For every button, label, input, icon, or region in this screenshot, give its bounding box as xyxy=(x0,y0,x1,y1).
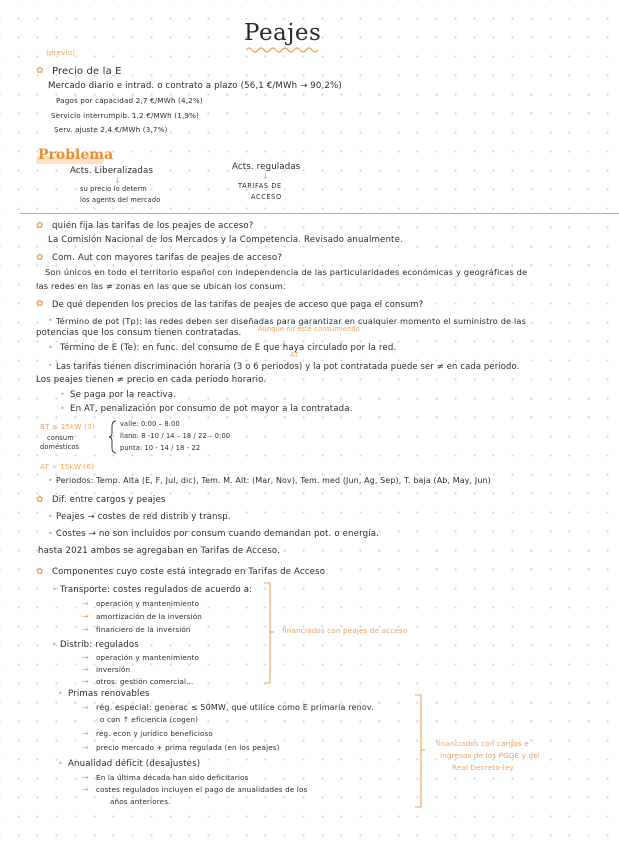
dot-bullet-icon: • xyxy=(48,361,53,370)
q2-question: Com. Aut con mayores tarifas de peajes de acceso? xyxy=(52,253,283,263)
title-underline xyxy=(246,46,320,54)
arrow-right-icon: → xyxy=(82,785,89,794)
dot-bullet-icon: • xyxy=(58,689,63,698)
dif-hasta: hasta 2021 ambos se agregaban en Tarifas de Acceso. xyxy=(38,546,281,556)
peajes-note: financiados con peajes de acceso xyxy=(282,626,408,635)
arrow-right-icon: → xyxy=(82,599,89,608)
at-note: AT xyxy=(290,351,299,359)
dot-bullet-icon: • xyxy=(52,640,57,649)
previo-label: (previo) xyxy=(46,48,76,57)
tp-line: Término de pot (Tp): las redes deben ser diseñadas para garantizar en cualquier momento el suministro de las xyxy=(56,316,526,326)
flower-bullet-icon: ✿ xyxy=(36,221,44,231)
previo-line: Servicio interrumpib. 1,2 €/MWh (1,9%) xyxy=(51,111,200,120)
flower-bullet-icon: ✿ xyxy=(36,253,44,263)
anualidad-item: En la última década han sido deficitarios xyxy=(96,773,249,782)
arrow-right-icon: → xyxy=(82,665,89,674)
reguladas-line: TARIFAS DE xyxy=(238,182,282,190)
cargos-note: ingresos de los PGGE y del xyxy=(440,751,540,760)
transporte-item: financiero de la inversión xyxy=(96,625,191,634)
primas-item: precio mercado + prima regulada (en los peajes) xyxy=(96,743,280,752)
arrow-right-icon: → xyxy=(82,773,89,782)
arrow-right-icon: → xyxy=(82,703,89,712)
dot-bullet-icon: • xyxy=(60,404,65,413)
bt-period: llano: 8 -10 / 14 – 18 / 22 – 0:00 xyxy=(120,432,231,440)
dif-peajes: Peajes → costes de red distrib y transp. xyxy=(56,512,231,522)
arrow-down-icon: ↓ xyxy=(262,172,269,181)
q3-question: De qué dependen los precios de las tarifas de peajes de acceso que paga el consum? xyxy=(52,299,424,309)
q1-question: quién fija las tarifas de los peajes de acceso? xyxy=(52,221,254,231)
anualidad-item: costes regulados incluyen el pago de anualidades de los xyxy=(96,785,308,794)
q1-answer: La Comisión Nacional de los Mercados y la Competencia. Revisado anualmente. xyxy=(48,235,403,245)
tp-line: potencias que los consum tienen contratadas. xyxy=(36,328,242,338)
dot-bullet-icon: • xyxy=(48,343,53,352)
q2-answer-line: Son únicos en todo el territorio español con independencia de las particularidades económicas y geográficas de xyxy=(45,267,528,277)
arrow-right-icon: → xyxy=(82,677,89,686)
flower-bullet-icon: ✿ xyxy=(36,495,44,505)
disc-line: Las tarifas tienen discriminación horaria (3 o 6 periodos) y la pot contratada puede ser ≠ en cada periodo. xyxy=(56,361,520,371)
problema-heading: Problema xyxy=(38,147,114,163)
flower-bullet-icon: ✿ xyxy=(36,66,44,76)
reguladas-heading: Acts. reguladas xyxy=(232,162,301,172)
previo-line: Serv. ajuste 2,4 €/MWh (3,7%) xyxy=(54,125,168,134)
section-divider xyxy=(20,213,619,214)
anualidad-item: años anteriores. xyxy=(110,797,171,806)
transporte-item: amortización de la inversión xyxy=(96,612,202,621)
cargos-bracket xyxy=(414,694,426,810)
flower-bullet-icon: ✿ xyxy=(36,567,44,577)
dot-bullet-icon: • xyxy=(48,476,53,485)
transporte-line: Transporte: costes regulados de acuerdo a: xyxy=(60,585,253,595)
cargos-note: financiados con cargos e xyxy=(436,739,529,748)
arrow-right-icon: → xyxy=(82,612,89,621)
distrib-item: inversión xyxy=(96,665,131,674)
dif-heading: Dif. entre cargos y peajes xyxy=(52,495,166,505)
page-title: Peajes xyxy=(244,20,322,46)
peajes-bracket xyxy=(263,582,275,686)
previo-heading: Precio de la E xyxy=(52,66,122,77)
componentes-heading: Componentes cuyo coste está integrado en Tarifas de Acceso xyxy=(52,567,326,577)
dot-bullet-icon: • xyxy=(52,585,57,594)
disc-line: Los peajes tienen ≠ precio en cada periodo horario. xyxy=(36,375,267,385)
bt-period: punta: 10 - 14 / 18 - 22 xyxy=(120,444,201,452)
reguladas-line: ACCESO xyxy=(251,193,282,201)
arrow-right-icon: → xyxy=(82,743,89,752)
cargos-note: Real Decreto-ley xyxy=(452,763,514,772)
bt-brace xyxy=(108,420,118,454)
arrow-right-icon: → xyxy=(82,625,89,634)
at-periods: Periodos: Temp. Alta (E, F, Jul, dic), Tem. M. Alt: (Mar, Nov), Tem. med (Jun, Ag, Sep), T. baja (Ab, May, Jun) xyxy=(56,476,491,485)
at-label: AT > 15kW (6) xyxy=(40,462,95,471)
te-line: Término de E (Te): en func. del consumo de E que haya circulado por la red. xyxy=(60,343,397,353)
liberalizadas-line: su precio lo determ xyxy=(80,185,147,193)
dot-bullet-icon: • xyxy=(48,529,53,538)
distrib-item: operación y mantenimiento xyxy=(96,653,200,662)
bt-period: valle: 0:00 – 8:00 xyxy=(120,420,180,428)
reactiva-line: Se paga por la reactiva. xyxy=(70,390,177,400)
previo-line: Mercado diario e intrad. o contrato a plazo (56,1 €/MWh → 90,2%) xyxy=(48,81,342,91)
primas-item: rég. especial: generac ≤ 50MW, que utilice como E primaria renov. xyxy=(96,703,374,712)
flower-bullet-icon: ✿ xyxy=(36,299,44,309)
primas-item: rég. econ y jurídico beneficioso xyxy=(96,729,213,738)
penal-line: En AT, penalización por consumo de pot mayor a la contratada. xyxy=(70,404,353,414)
bt-label: BT ≤ 15kW (3) xyxy=(40,422,95,431)
primas-item: o con ↑ eficiencia (cogen) xyxy=(100,715,199,724)
bt-side: consum xyxy=(47,434,74,442)
transporte-item: operación y mantenimiento xyxy=(96,599,200,608)
primas-line: Primas renovables xyxy=(68,689,150,699)
previo-line: Pagos por capacidad 2,7 €/MWh (4,2%) xyxy=(56,96,203,105)
arrow-right-icon: → xyxy=(82,729,89,738)
arrow-right-icon: → xyxy=(82,653,89,662)
liberalizadas-heading: Acts. Liberalizadas xyxy=(70,166,154,176)
dot-bullet-icon: • xyxy=(48,512,53,521)
dif-costes: Costes → no son incluidos por consum cuando demandan pot. o energía. xyxy=(56,529,380,539)
dot-bullet-icon: • xyxy=(60,390,65,399)
bt-side: domésticos xyxy=(40,443,80,451)
distrib-item: otros: gestión comercial... xyxy=(96,677,194,686)
dot-bullet-icon: • xyxy=(48,316,53,325)
distrib-line: Distrib: regulados xyxy=(60,640,139,650)
liberalizadas-line: los agents del mercado xyxy=(80,196,161,204)
tp-note: Aunque no esté consumiendo xyxy=(258,325,360,333)
anualidad-line: Anualidad déficit (desajustes) xyxy=(68,759,201,769)
q2-answer-line: las redes en las ≠ zonas en las que se ubican los consum. xyxy=(36,281,286,291)
arrow-down-icon: ↓ xyxy=(114,176,121,185)
dot-bullet-icon: • xyxy=(58,759,63,768)
